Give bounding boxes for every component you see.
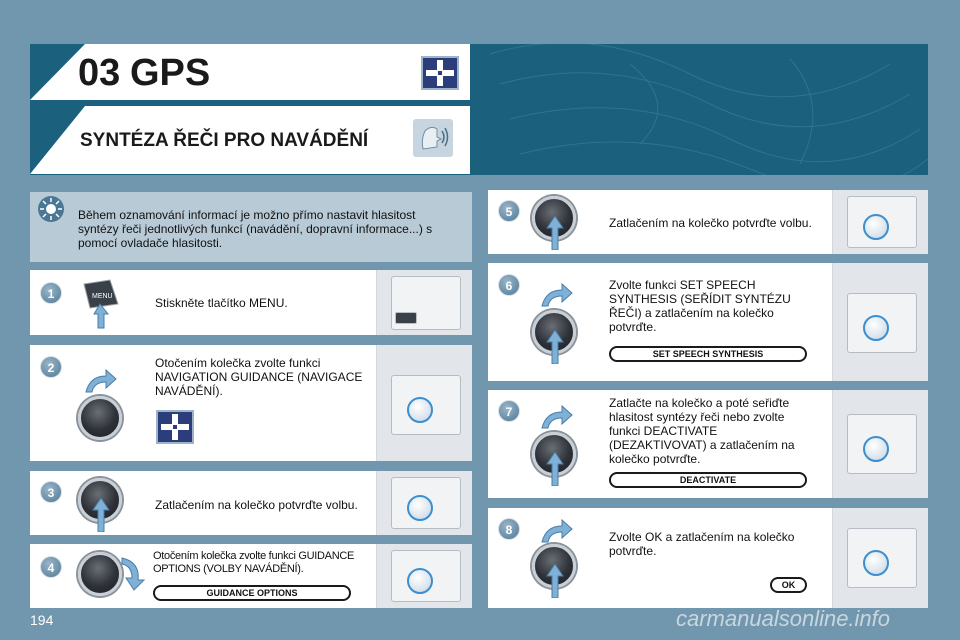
push-arrow-icon bbox=[546, 330, 564, 364]
step-5-text: Zatlačením na kolečko potvrďte volbu. bbox=[609, 216, 812, 230]
radio-unit-icon bbox=[376, 544, 472, 608]
menu-button-icon bbox=[80, 278, 122, 330]
gps-cross-icon bbox=[156, 410, 194, 444]
step-1-text: Stiskněte tlačítko MENU. bbox=[155, 296, 288, 310]
control-knob-icon bbox=[78, 396, 122, 440]
step-2-badge: 2 bbox=[40, 356, 62, 378]
sun-icon bbox=[38, 196, 64, 222]
rotate-arrow-icon bbox=[84, 368, 118, 394]
push-arrow-icon bbox=[546, 564, 564, 598]
rotate-arrow-icon bbox=[120, 556, 146, 592]
section-title: SYNTÉZA ŘEČI PRO NAVÁDĚNÍ bbox=[80, 130, 369, 151]
control-knob-icon bbox=[78, 552, 122, 596]
radio-unit-icon bbox=[376, 471, 472, 535]
step-6-text: Zvolte funkci SET SPEECH SYNTHESIS (SEŘÍDIT SYNTÉZU ŘEČI) a zatlačením na kolečko potvrďte. bbox=[609, 278, 791, 334]
gps-cross-icon bbox=[421, 56, 459, 90]
info-text: Během oznamování informací je možno přímo nastavit hlasitost syntézy řeči jednotlivých funkcí (navádění, dopravní informace...) s pomocí ovladače hlasitosti. bbox=[78, 208, 433, 250]
svg-text:MENU: MENU bbox=[92, 293, 113, 300]
rotate-arrow-icon bbox=[540, 404, 574, 430]
step-4-badge: 4 bbox=[40, 556, 62, 578]
step-7-badge: 7 bbox=[498, 400, 520, 422]
speech-synthesis-icon bbox=[413, 119, 453, 157]
radio-unit-icon bbox=[832, 508, 928, 608]
step-5-badge: 5 bbox=[498, 200, 520, 222]
chapter-title: GPS bbox=[130, 52, 211, 94]
guidance-options-pill: GUIDANCE OPTIONS bbox=[153, 585, 351, 601]
radio-unit-icon bbox=[832, 390, 928, 498]
step-1-badge: 1 bbox=[40, 282, 62, 304]
step-7-text: Zatlačte na kolečko a poté seřiďte hlasitost syntézy řeči nebo zvolte funkci DEACTIVATE (DEZAKTIVOVAT) a zatlačením na kolečko potvrďte. bbox=[609, 396, 795, 466]
set-speech-synthesis-pill: SET SPEECH SYNTHESIS bbox=[609, 346, 807, 362]
radio-unit-icon bbox=[832, 263, 928, 381]
step-4-text: Otočením kolečka zvolte funkci GUIDANCE OPTIONS (VOLBY NAVÁDĚNÍ). bbox=[153, 550, 355, 575]
ok-pill: OK bbox=[770, 577, 807, 593]
page-number: 194 bbox=[30, 612, 54, 628]
radio-unit-icon bbox=[376, 270, 472, 335]
rotate-arrow-icon bbox=[540, 518, 574, 544]
deactivate-pill: DEACTIVATE bbox=[609, 472, 807, 488]
step-3-badge: 3 bbox=[40, 481, 62, 503]
push-arrow-icon bbox=[546, 452, 564, 486]
watermark: carmanualsonline.info bbox=[676, 606, 891, 631]
step-8-text: Zvolte OK a zatlačením na kolečko potvrďte. bbox=[609, 530, 795, 558]
chapter-number: 03 bbox=[78, 52, 121, 94]
rotate-arrow-icon bbox=[540, 282, 574, 308]
step-6-badge: 6 bbox=[498, 274, 520, 296]
radio-unit-icon bbox=[832, 190, 928, 254]
step-8-badge: 8 bbox=[498, 518, 520, 540]
push-arrow-icon bbox=[92, 498, 110, 532]
push-arrow-icon bbox=[546, 216, 564, 250]
step-3-text: Zatlačením na kolečko potvrďte volbu. bbox=[155, 498, 358, 512]
step-2-text: Otočením kolečka zvolte funkci NAVIGATION GUIDANCE (NAVIGACE NAVÁDĚNÍ). bbox=[155, 356, 363, 398]
radio-unit-icon bbox=[376, 345, 472, 461]
